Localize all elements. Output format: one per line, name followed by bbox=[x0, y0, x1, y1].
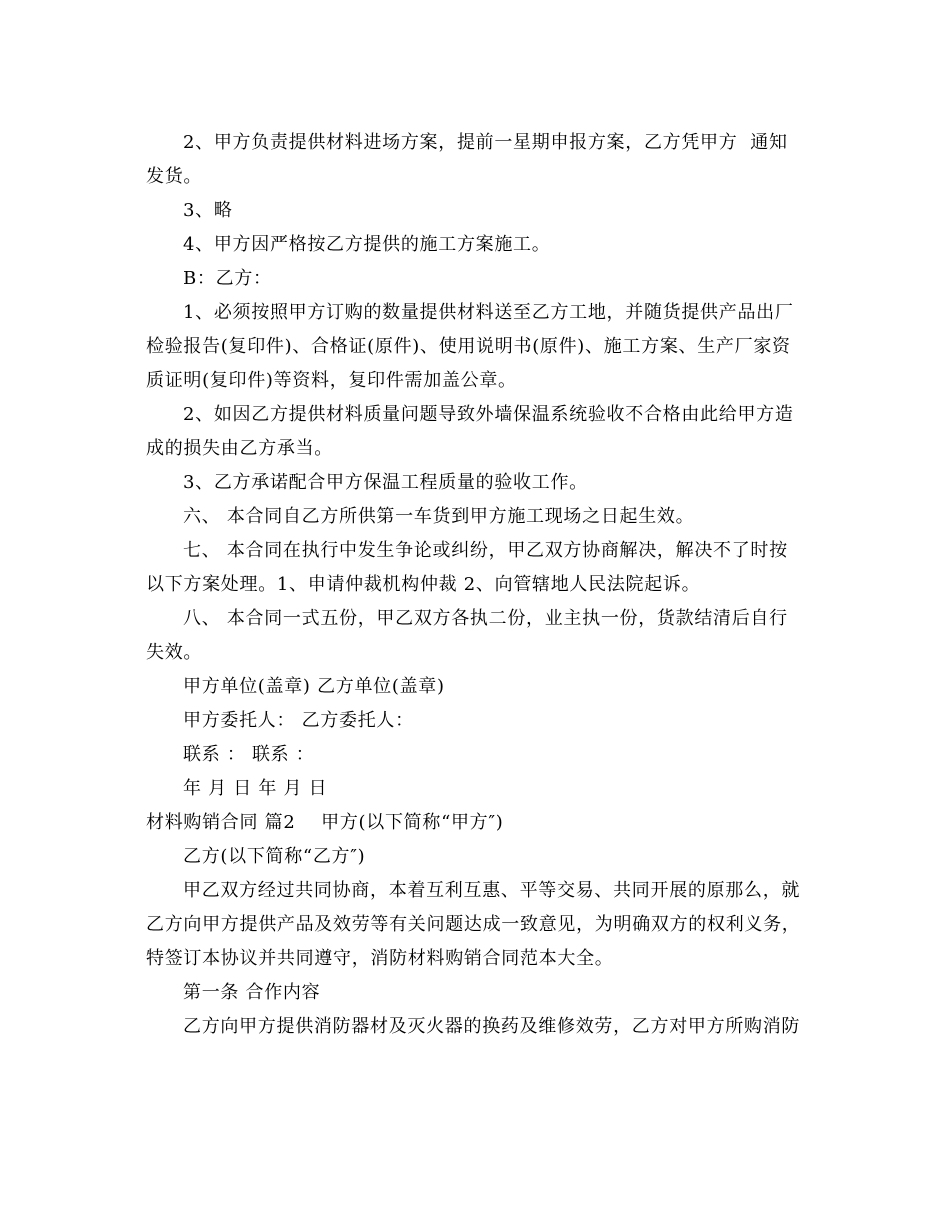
article-8: 八、 本合同一式五份，甲乙双方各执二份，业主执一份，货款结清后自行失效。 bbox=[146, 608, 788, 663]
article-1-body: 乙方向甲方提供消防器材及灭火器的换药及维修效劳，乙方对甲方所购消防 bbox=[183, 1016, 801, 1037]
signature-dates: 年 月 日 年 月 日 bbox=[183, 778, 328, 799]
article-7: 七、 本合同在执行中发生争论或纠纷，甲乙双方协商解决，解决不了时按以下方案处理。1、申请仲裁机构仲裁 2、向管辖地人民法院起诉。 bbox=[146, 540, 788, 595]
document-body bbox=[146, 126, 806, 1044]
article-6: 六、 本合同自乙方所供第一车货到甲方施工现场之日起生效。 bbox=[183, 506, 695, 527]
contract-2-preamble: 甲乙双方经过共同协商，本着互利互惠、平等交易、共同开展的原那么，就乙方向甲方提供产品及效劳等有关问题达成一致意见，为明确双方的权利义务，特签订本协议并共同遵守，消防材料购销合同范本大全。 bbox=[146, 880, 801, 969]
party-b-definition: 乙方(以下简称“乙方″) bbox=[183, 846, 366, 867]
signature-units: 甲方单位(盖章) 乙方单位(盖章) bbox=[183, 676, 445, 697]
contract-2-title: 材料购销合同 篇2 甲方(以下简称“甲方″) bbox=[146, 812, 504, 833]
clause-party-a-3: 3、略 bbox=[183, 200, 233, 221]
article-1-heading: 第一条 合作内容 bbox=[183, 982, 321, 1003]
clause-party-a-2: 2、甲方负责提供材料进场方案，提前一星期申报方案，乙方凭甲方 通知发货。 bbox=[146, 132, 788, 187]
clause-party-a-4: 4、甲方因严格按乙方提供的施工方案施工。 bbox=[183, 234, 551, 255]
signature-agents: 甲方委托人： 乙方委托人： bbox=[183, 710, 414, 731]
section-party-b-heading: B：乙方： bbox=[183, 268, 272, 289]
clause-party-b-1: 1、必须按照甲方订购的数量提供材料送至乙方工地，并随货提供产品出厂检验报告(复印件)、合格证(原件)、使用说明书(原件)、施工方案、生产厂家资质证明(复印件)等资料，复印件需加盖公章。 bbox=[146, 302, 794, 391]
clause-party-b-3: 3、乙方承诺配合甲方保温工程质量的验收工作。 bbox=[183, 472, 588, 493]
clause-party-b-2: 2、如因乙方提供材料质量问题导致外墙保温系统验收不合格由此给甲方造成的损失由乙方承当。 bbox=[146, 404, 794, 459]
signature-contacts: 联系 ： 联系 ： bbox=[183, 744, 315, 765]
